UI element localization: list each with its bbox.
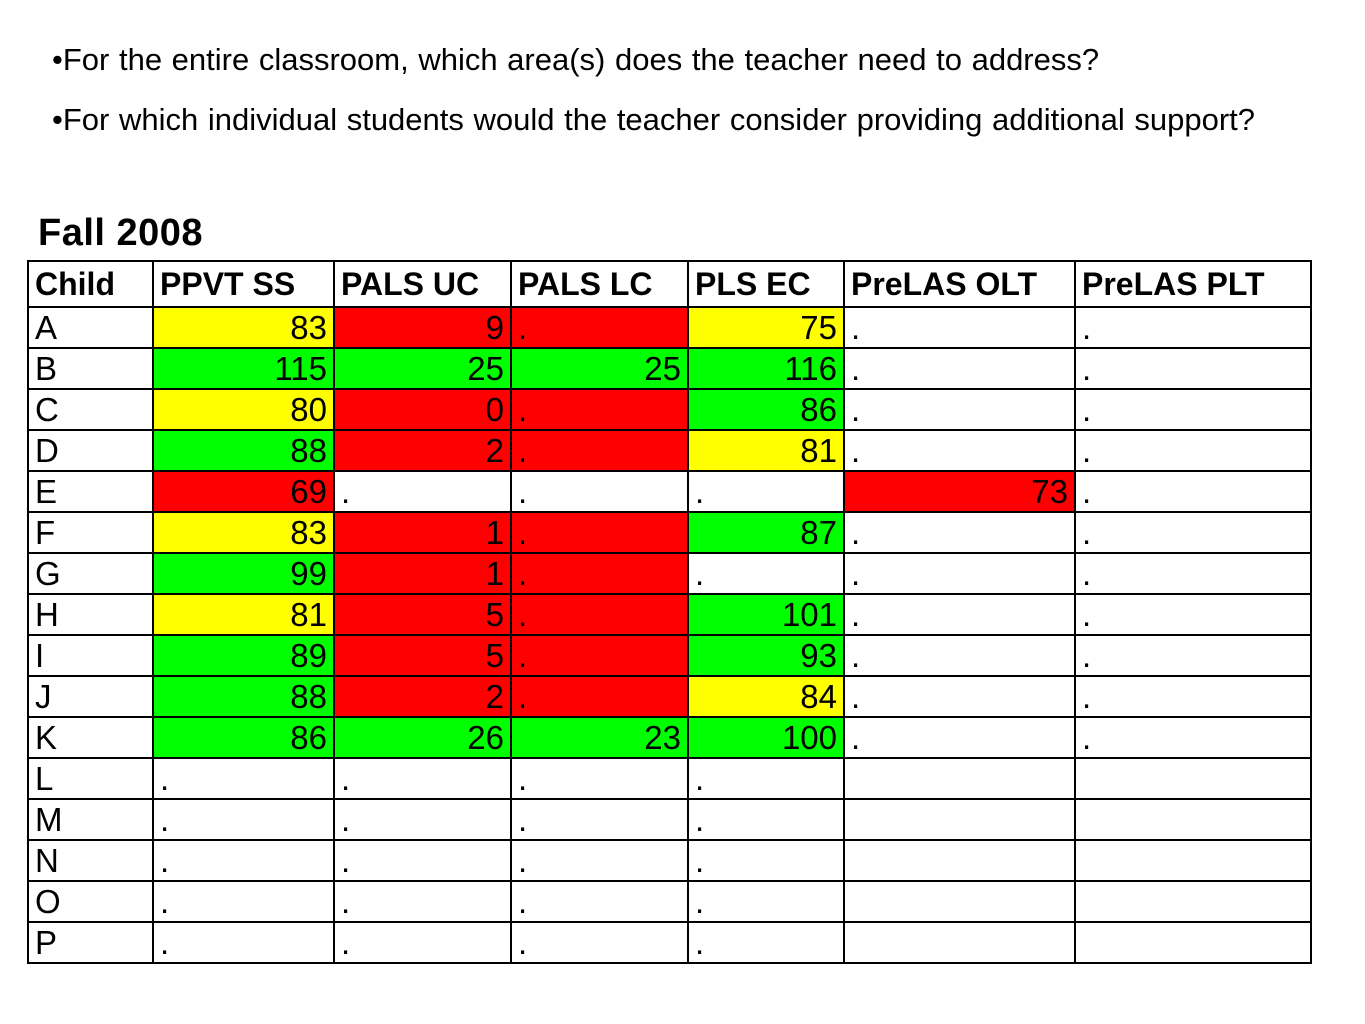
table-row	[28, 594, 1311, 635]
score-cell-pls-ec: .	[688, 471, 844, 512]
question-2: •For which individual students would the teacher consider providing additional support?	[52, 102, 1256, 137]
score-cell-pls-ec: 100	[688, 717, 844, 758]
score-cell-prelas-plt: .	[1075, 594, 1311, 635]
score-cell-prelas-olt: .	[844, 348, 1075, 389]
score-cell-ppvt-ss: 83	[153, 512, 334, 553]
score-cell-prelas-plt: .	[1075, 635, 1311, 676]
score-cell-pals-lc: 25	[511, 348, 688, 389]
header-pls-ec: PLS EC	[688, 261, 844, 307]
score-cell-prelas-plt	[1075, 881, 1311, 922]
score-cell-prelas-olt	[844, 799, 1075, 840]
score-cell-pals-lc: .	[511, 635, 688, 676]
table-row	[28, 512, 1311, 553]
question-1: •For the entire classroom, which area(s) does the teacher need to address?	[52, 42, 1100, 77]
score-cell-pls-ec: .	[688, 881, 844, 922]
score-cell-ppvt-ss: 81	[153, 594, 334, 635]
score-cell-pls-ec: 84	[688, 676, 844, 717]
score-cell-prelas-olt: .	[844, 430, 1075, 471]
scores-table	[27, 260, 1312, 964]
score-cell-pls-ec: .	[688, 553, 844, 594]
score-cell-pls-ec: 101	[688, 594, 844, 635]
table-row	[28, 758, 1311, 799]
score-cell-prelas-plt	[1075, 799, 1311, 840]
child-cell: I	[28, 635, 153, 676]
score-cell-prelas-plt	[1075, 840, 1311, 881]
score-cell-pls-ec: 116	[688, 348, 844, 389]
score-cell-pals-lc: .	[511, 758, 688, 799]
score-cell-pls-ec: 75	[688, 307, 844, 348]
score-cell-pals-lc: .	[511, 881, 688, 922]
score-cell-pals-lc: .	[511, 799, 688, 840]
score-cell-prelas-olt: .	[844, 553, 1075, 594]
score-cell-pls-ec: 93	[688, 635, 844, 676]
score-cell-prelas-plt: .	[1075, 512, 1311, 553]
child-cell: H	[28, 594, 153, 635]
table-row	[28, 307, 1311, 348]
score-cell-pals-uc: .	[334, 881, 511, 922]
score-cell-ppvt-ss: 115	[153, 348, 334, 389]
score-cell-prelas-olt: .	[844, 512, 1075, 553]
score-cell-pals-lc: .	[511, 471, 688, 512]
header-child: Child	[28, 261, 153, 307]
score-cell-pals-lc: .	[511, 594, 688, 635]
table-row	[28, 553, 1311, 594]
score-cell-pals-lc: .	[511, 840, 688, 881]
child-cell: B	[28, 348, 153, 389]
table-row	[28, 635, 1311, 676]
score-cell-prelas-plt: .	[1075, 553, 1311, 594]
child-cell: L	[28, 758, 153, 799]
table-row	[28, 799, 1311, 840]
score-cell-prelas-olt	[844, 922, 1075, 963]
table-row	[28, 430, 1311, 471]
child-cell: A	[28, 307, 153, 348]
score-cell-prelas-plt	[1075, 758, 1311, 799]
score-cell-pls-ec: .	[688, 922, 844, 963]
score-cell-pals-uc: 26	[334, 717, 511, 758]
score-cell-pals-lc: .	[511, 430, 688, 471]
score-cell-prelas-olt: .	[844, 594, 1075, 635]
child-cell: N	[28, 840, 153, 881]
score-cell-pals-lc: .	[511, 389, 688, 430]
table-row	[28, 348, 1311, 389]
score-cell-ppvt-ss: .	[153, 799, 334, 840]
score-cell-prelas-plt: .	[1075, 430, 1311, 471]
score-cell-pls-ec: 87	[688, 512, 844, 553]
child-cell: D	[28, 430, 153, 471]
score-cell-ppvt-ss: .	[153, 922, 334, 963]
score-cell-prelas-plt: .	[1075, 676, 1311, 717]
score-cell-pls-ec: 81	[688, 430, 844, 471]
score-cell-prelas-olt	[844, 881, 1075, 922]
score-cell-ppvt-ss: 89	[153, 635, 334, 676]
score-cell-prelas-olt: .	[844, 635, 1075, 676]
child-cell: M	[28, 799, 153, 840]
score-cell-prelas-plt: .	[1075, 717, 1311, 758]
child-cell: O	[28, 881, 153, 922]
score-cell-prelas-olt: .	[844, 307, 1075, 348]
score-cell-pals-uc: 9	[334, 307, 511, 348]
score-cell-pals-lc: .	[511, 553, 688, 594]
score-cell-prelas-plt: .	[1075, 307, 1311, 348]
table-body	[28, 307, 1311, 963]
table-row	[28, 389, 1311, 430]
score-cell-prelas-olt	[844, 758, 1075, 799]
score-cell-ppvt-ss: .	[153, 840, 334, 881]
score-cell-prelas-plt: .	[1075, 471, 1311, 512]
table-row	[28, 881, 1311, 922]
score-cell-ppvt-ss: .	[153, 758, 334, 799]
table-row	[28, 471, 1311, 512]
score-cell-pals-uc: .	[334, 840, 511, 881]
score-cell-prelas-olt	[844, 840, 1075, 881]
score-cell-pals-uc: 0	[334, 389, 511, 430]
table-row	[28, 717, 1311, 758]
header-ppvt-ss: PPVT SS	[153, 261, 334, 307]
header-pals-uc: PALS UC	[334, 261, 511, 307]
child-cell: E	[28, 471, 153, 512]
score-cell-prelas-plt: .	[1075, 389, 1311, 430]
table-row	[28, 922, 1311, 963]
score-cell-pals-uc: 25	[334, 348, 511, 389]
score-cell-pals-lc: .	[511, 512, 688, 553]
score-cell-ppvt-ss: 99	[153, 553, 334, 594]
header-pals-lc: PALS LC	[511, 261, 688, 307]
score-cell-pls-ec: .	[688, 840, 844, 881]
child-cell: F	[28, 512, 153, 553]
score-cell-pls-ec: 86	[688, 389, 844, 430]
score-cell-pals-uc: 5	[334, 635, 511, 676]
score-cell-pals-uc: 1	[334, 553, 511, 594]
score-cell-ppvt-ss: 80	[153, 389, 334, 430]
score-cell-pals-uc: .	[334, 799, 511, 840]
score-cell-ppvt-ss: 88	[153, 676, 334, 717]
score-cell-prelas-olt: .	[844, 717, 1075, 758]
child-cell: C	[28, 389, 153, 430]
header-row	[28, 261, 1311, 307]
score-cell-pals-uc: .	[334, 922, 511, 963]
child-cell: G	[28, 553, 153, 594]
score-cell-ppvt-ss: 88	[153, 430, 334, 471]
score-cell-pls-ec: .	[688, 758, 844, 799]
score-cell-pals-uc: .	[334, 471, 511, 512]
score-cell-prelas-olt: .	[844, 676, 1075, 717]
header-prelas-plt: PreLAS PLT	[1075, 261, 1311, 307]
score-cell-prelas-plt	[1075, 922, 1311, 963]
score-cell-ppvt-ss: 83	[153, 307, 334, 348]
table-title: Fall 2008	[38, 212, 204, 254]
score-cell-prelas-olt: .	[844, 389, 1075, 430]
score-cell-pals-uc: 2	[334, 676, 511, 717]
table-row	[28, 840, 1311, 881]
score-cell-pals-uc: 1	[334, 512, 511, 553]
table-row	[28, 676, 1311, 717]
score-cell-ppvt-ss: 86	[153, 717, 334, 758]
child-cell: P	[28, 922, 153, 963]
score-cell-pals-lc: .	[511, 922, 688, 963]
score-cell-pals-uc: 2	[334, 430, 511, 471]
child-cell: K	[28, 717, 153, 758]
score-cell-ppvt-ss: .	[153, 881, 334, 922]
score-cell-pals-uc: 5	[334, 594, 511, 635]
score-cell-pals-lc: 23	[511, 717, 688, 758]
score-cell-pls-ec: .	[688, 799, 844, 840]
child-cell: J	[28, 676, 153, 717]
header-prelas-olt: PreLAS OLT	[844, 261, 1075, 307]
score-cell-ppvt-ss: 69	[153, 471, 334, 512]
question-list	[52, 38, 1292, 158]
score-cell-prelas-olt: 73	[844, 471, 1075, 512]
score-cell-pals-lc: .	[511, 307, 688, 348]
score-cell-pals-uc: .	[334, 758, 511, 799]
score-cell-pals-lc: .	[511, 676, 688, 717]
score-cell-prelas-plt: .	[1075, 348, 1311, 389]
